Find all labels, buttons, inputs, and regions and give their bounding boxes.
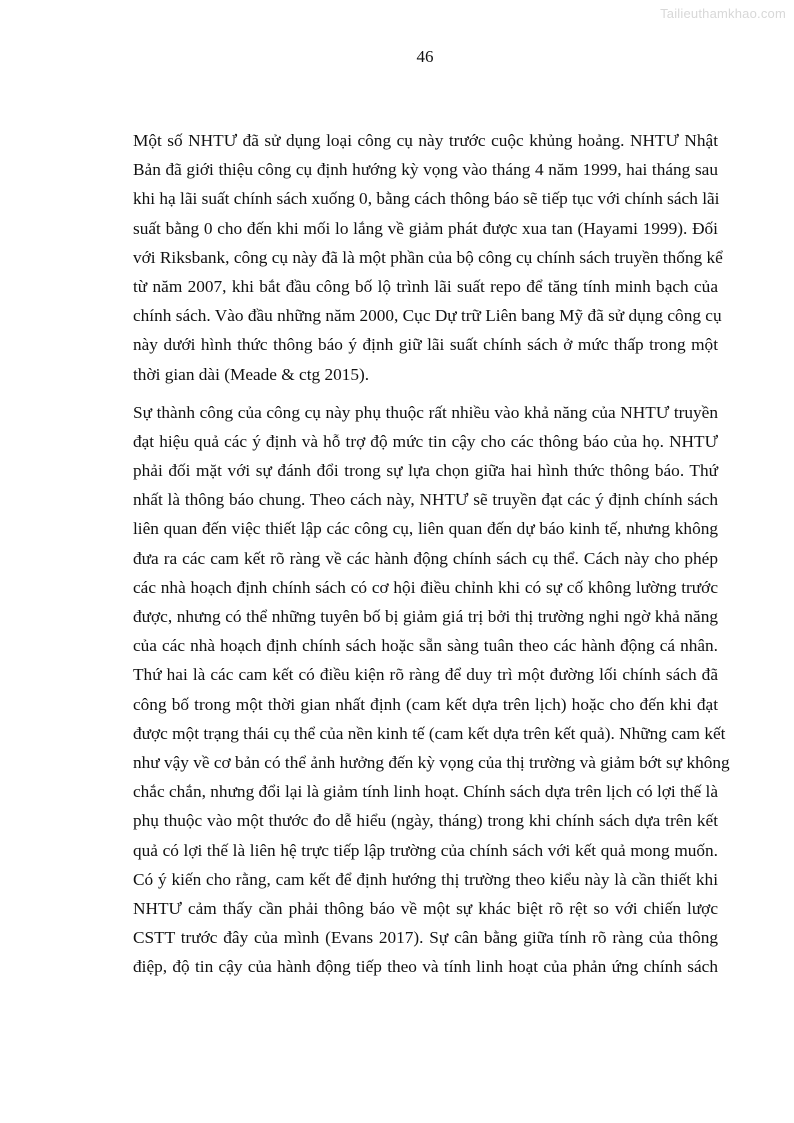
text-line: suất bằng 0 cho đến khi mối lo lắng về giảm phát được xua tan (Hayami 1999). Đối — [133, 218, 718, 238]
text-line: điệp, độ tin cậy của hành động tiếp theo và tính linh hoạt của phản ứng chính sách — [133, 957, 718, 977]
text-line: từ năm 2007, khi bắt đầu công bố lộ trình lãi suất repo để tăng tính minh bạch của — [133, 276, 718, 296]
text-line: CSTT trước đây của mình (Evans 2017). Sự cân bằng giữa tính rõ ràng của thông — [133, 928, 718, 948]
paragraph-2 — [133, 398, 730, 982]
text-line: công bố trong một thời gian nhất định (cam kết dựa trên lịch) hoặc cho đến khi đạt — [133, 694, 718, 714]
document-body — [133, 126, 730, 981]
text-line: như vậy về cơ bản có thể ảnh hưởng đến kỳ vọng của thị trường và giảm bớt sự không — [133, 752, 730, 772]
text-line: Bản đã giới thiệu công cụ định hướng kỳ vọng vào tháng 4 năm 1999, hai tháng sau — [133, 160, 718, 180]
text-line: chính sách. Vào đầu những năm 2000, Cục Dự trữ Liên bang Mỹ đã sử dụng công cụ — [133, 306, 722, 326]
text-line: được một trạng thái cụ thể của nền kinh tế (cam kết dựa trên kết quả). Những cam kết — [133, 723, 726, 743]
page-number: 46 — [416, 47, 434, 66]
text-line: Thứ hai là các cam kết có điều kiện rõ ràng để duy trì một đường lối chính sách đã — [133, 665, 718, 685]
text-line: phải đối mặt với sự đánh đổi trong sự lựa chọn giữa hai hình thức thông báo. Thứ — [133, 461, 718, 481]
paragraph-1 — [133, 126, 723, 389]
text-line: các nhà hoạch định chính sách có cơ hội điều chỉnh khi có sự cố không lường trước — [133, 577, 718, 597]
text-line: khi hạ lãi suất chính sách xuống 0, bằng cách thông báo sẽ tiếp tục với chính sách lãi — [133, 189, 720, 209]
text-line: được, nhưng có thể những tuyên bố bị giảm giá trị bởi thị trường nghi ngờ khả năng — [133, 607, 718, 626]
text-line: Sự thành công của công cụ này phụ thuộc rất nhiều vào khả năng của NHTƯ truyền — [133, 402, 718, 422]
text-line: phụ thuộc vào một thước đo dễ hiểu (ngày, tháng) trong khi chính sách dựa trên kết — [133, 811, 718, 831]
text-line: nhất là thông báo chung. Theo cách này, NHTƯ sẽ truyền đạt các ý định chính sách — [133, 490, 718, 510]
text-line: Một số NHTƯ đã sử dụng loại công cụ này trước cuộc khủng hoảng. NHTƯ Nhật — [133, 131, 718, 150]
text-line: liên quan đến việc thiết lập các công cụ, liên quan đến dự báo kinh tế, nhưng không — [133, 519, 718, 539]
text-line: quả có lợi thế là liên hệ trực tiếp lập trường của chính sách với kết quả mong muốn. — [133, 840, 718, 860]
text-line: Có ý kiến cho rằng, cam kết để định hướng thị trường theo kiểu này là cần thiết khi — [133, 869, 718, 889]
text-line: NHTƯ cảm thấy cần phải thông báo về một sự khác biệt rõ rệt so với chiến lược — [133, 898, 718, 918]
text-line: này dưới hình thức thông báo ý định giữ lãi suất chính sách ở mức thấp trong một — [133, 335, 718, 355]
watermark: Tailieuthamkhao.com — [660, 6, 786, 21]
text-line: chắc chắn, nhưng đổi lại là giảm tính linh hoạt. Chính sách dựa trên lịch có lợi thế là — [133, 782, 718, 802]
text-line: đạt hiệu quả các ý định và hỗ trợ độ mức tin cậy cho các thông báo của họ. NHTƯ — [133, 431, 718, 451]
text-line: của các nhà hoạch định chính sách hoặc sẵn sàng tuân theo các hành động cá nhân. — [133, 636, 718, 656]
text-line: với Riksbank, công cụ này đã là một phần của bộ công cụ chính sách truyền thống kể — [133, 247, 723, 267]
text-line: thời gian dài (Meade & ctg 2015). — [133, 364, 370, 384]
text-line: đưa ra các cam kết rõ ràng về các hành động chính sách cụ thể. Cách này cho phép — [133, 548, 718, 568]
